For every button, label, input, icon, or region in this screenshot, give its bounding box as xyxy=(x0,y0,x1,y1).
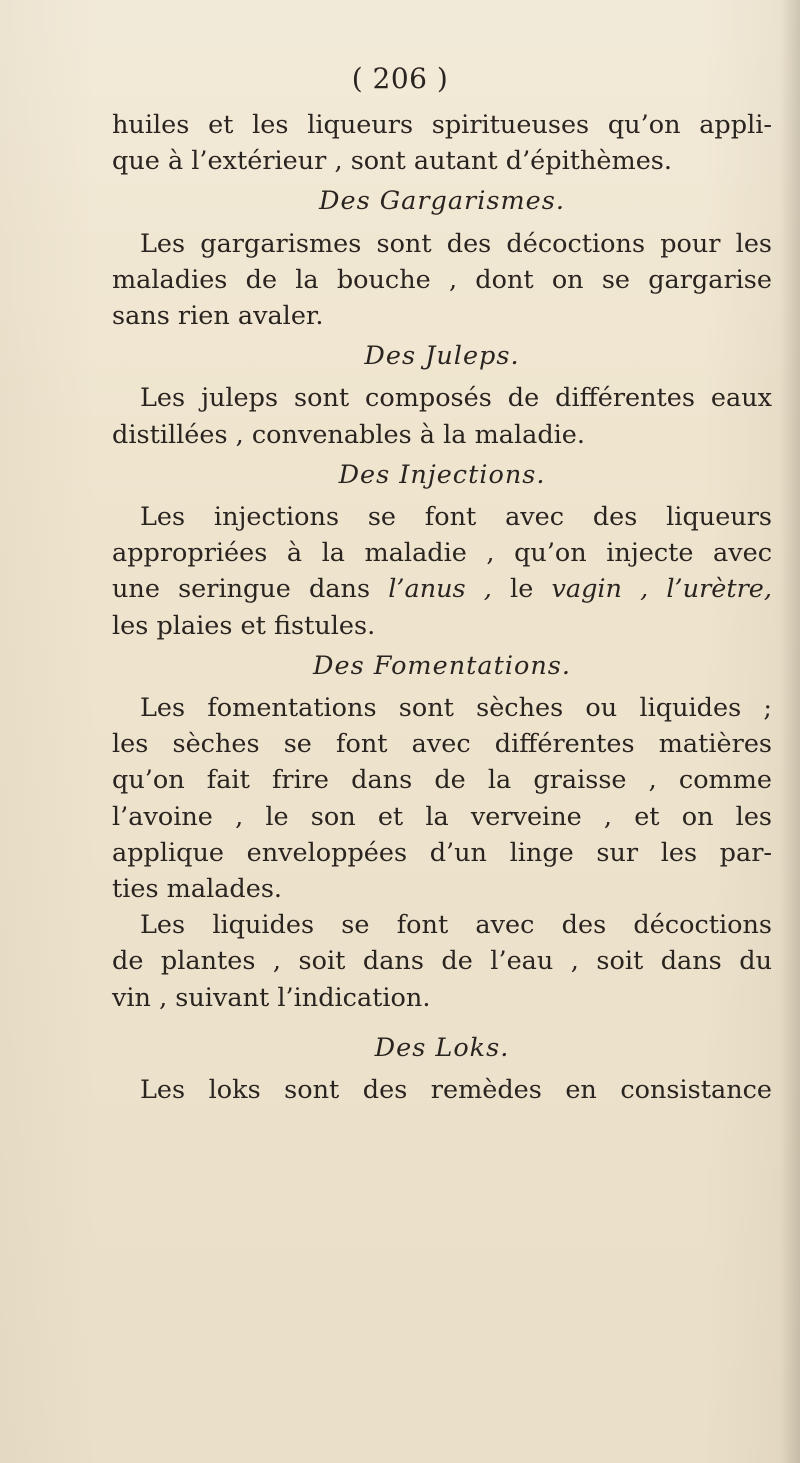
text-segment: une seringue dans xyxy=(112,574,389,605)
italic-term-anus: l’anus , xyxy=(388,574,492,605)
text-line: Les fomentations sont sèches ou liquides ; xyxy=(140,693,772,724)
text-line: l’avoine , le son et la verveine , et on les xyxy=(112,801,772,832)
page-text xyxy=(112,107,772,1108)
text-line: huiles et les liqueurs spiritueuses qu’on appli- xyxy=(112,110,772,140)
section-heading-gargarismes: Des Gargarismes. xyxy=(319,186,565,217)
section-heading-loks: Des Loks. xyxy=(374,1032,510,1063)
text-line: qu’on fait frire dans de la graisse , comme xyxy=(112,765,772,796)
text-segment xyxy=(648,574,666,604)
italic-term-uretre: l’urètre, xyxy=(666,574,773,605)
page-number: ( 206 ) xyxy=(351,62,449,95)
text-line: Les liquides se font avec des décoctions xyxy=(140,910,772,941)
text-line: appropriées à la maladie , qu’on injecte avec xyxy=(112,538,772,569)
text-line: Les gargarismes sont des décoctions pour les xyxy=(140,228,772,259)
text-line: maladies de la bouche , dont on se gargarise xyxy=(112,264,772,295)
text-segment: le xyxy=(491,574,552,605)
text-line: les plaies et fistules. xyxy=(112,610,376,641)
text-line: Les juleps sont composés de différentes eaux xyxy=(140,383,772,414)
section-heading-injections: Des Injections. xyxy=(338,459,546,490)
text-line: sans rien avaler. xyxy=(112,301,324,332)
text-line: applique enveloppées d’un linge sur les par- xyxy=(112,837,772,868)
section-heading-fomentations: Des Fomentations. xyxy=(313,650,571,681)
text-line: vin , suivant l’indication. xyxy=(112,982,431,1013)
text-line-with-italics xyxy=(112,571,772,607)
italic-term-vagin: vagin , xyxy=(551,574,649,605)
text-line: de plantes , soit dans de l’eau , soit dans du xyxy=(112,946,772,977)
text-line: distillées , convenables à la maladie. xyxy=(112,419,585,450)
section-heading-juleps: Des Juleps. xyxy=(364,341,520,372)
text-line: ties malades. xyxy=(112,874,283,905)
text-line: Les injections se font avec des liqueurs xyxy=(140,502,772,533)
text-line: Les loks sont des remèdes en consistance xyxy=(140,1075,772,1106)
text-line: que à l’extérieur , sont autant d’épithèmes. xyxy=(112,146,672,177)
page-edge-shadow xyxy=(780,0,800,1463)
text-line: les sèches se font avec différentes matières xyxy=(112,729,772,760)
